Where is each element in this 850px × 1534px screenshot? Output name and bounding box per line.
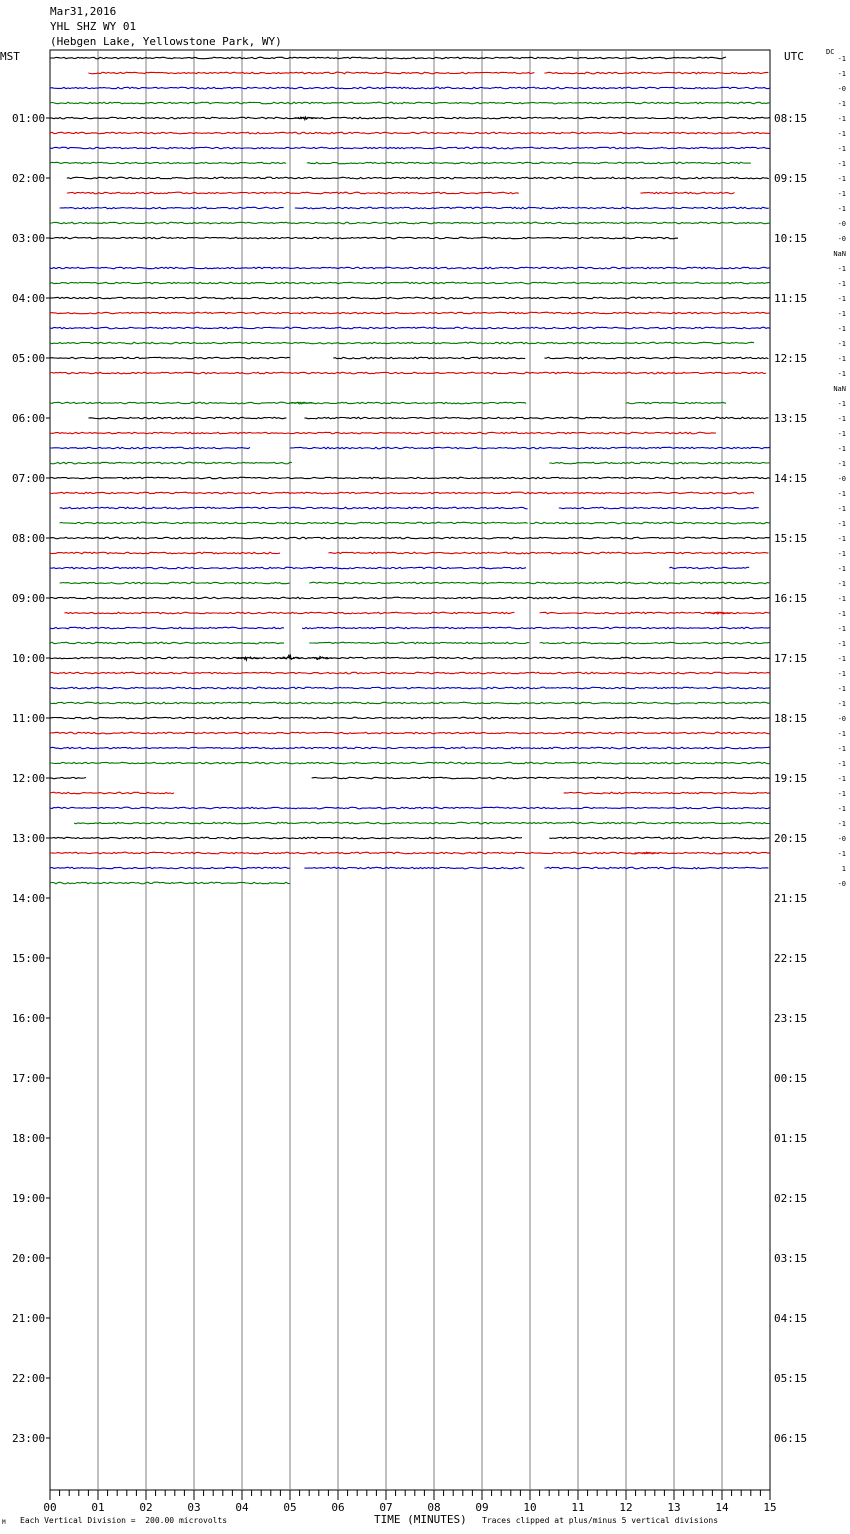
left-zone-label: MST [0,50,20,63]
trace-segment [50,132,770,134]
plot-frame [50,50,770,1490]
left-hour-label: 05:00 [12,352,46,365]
trace-offset-label: -1 [837,340,846,348]
left-hour-label: 20:00 [12,1252,46,1265]
trace-segment [50,597,770,599]
trace-segment [88,417,286,419]
trace-offset-label: -1 [837,760,846,768]
trace-offset-label: -1 [837,115,846,123]
trace-segment [50,147,770,149]
trace-segment [50,102,770,104]
left-hour-label: 10:00 [12,652,46,665]
x-tick-label: 14 [715,1501,729,1514]
chart-location: (Hebgen Lake, Yellowstone Park, WY) [50,35,282,48]
right-hour-label: 05:15 [774,1372,808,1385]
left-hour-label: 09:00 [12,592,46,605]
trace-offset-label: -1 [837,505,846,513]
trace-segment [50,87,770,89]
trace-segment [640,192,734,194]
left-hour-label: 17:00 [12,1072,46,1085]
right-hour-label: 22:15 [774,952,808,965]
trace-segment [626,402,726,404]
trace-segment [50,792,174,794]
right-hour-label: 02:15 [774,1192,808,1205]
trace-segment [50,807,770,809]
right-hour-label: 06:15 [774,1432,808,1445]
trace-segment [309,642,529,644]
trace-offset-label: -1 [837,190,846,198]
trace-segment [50,687,770,689]
chart-station: YHL SHZ WY 01 [50,20,137,33]
trace-offset-label: -1 [837,415,846,423]
trace-segment [50,852,770,854]
trace-offset-label: -1 [837,550,846,558]
left-hour-label: 03:00 [12,232,46,245]
right-hour-label: 01:15 [774,1132,808,1145]
right-hour-label: 23:15 [774,1012,808,1025]
trace-offset-label: -0 [837,715,846,723]
trace-segment [88,72,534,74]
trace-segment [50,357,290,359]
trace-offset-label: -1 [837,580,846,588]
trace-segment [50,837,522,839]
trace-segment [50,432,716,434]
x-tick-label: 07 [379,1501,393,1514]
trace-segment [60,522,528,524]
trace-segment [50,627,284,629]
left-hour-label: 06:00 [12,412,46,425]
trace-segment [50,642,284,644]
corner-mark: M [2,1519,6,1526]
trace-segment [50,537,770,539]
trace-offset-label: 1 [841,865,846,873]
scale-note: Each Vertical Division = 200.00 microvolts [20,1516,228,1525]
trace-segment [549,462,769,464]
right-hour-label: 17:15 [774,652,808,665]
right-hour-label: 19:15 [774,772,808,785]
trace-segment [50,477,770,479]
right-hour-label: 00:15 [774,1072,808,1085]
trace-segment [50,312,770,314]
x-tick-label: 03 [187,1501,201,1514]
trace-offset-label: -0 [837,835,846,843]
trace-offset-label: -0 [837,235,846,243]
trace-offset-label: NaN [833,250,846,258]
trace-offset-label: -1 [837,100,846,108]
left-hour-label: 14:00 [12,892,46,905]
trace-segment [60,207,284,209]
left-hour-label: 04:00 [12,292,46,305]
trace-offset-label: -1 [837,430,846,438]
trace-segment [50,282,770,284]
trace-offset-label: -1 [837,280,846,288]
left-hour-label: 18:00 [12,1132,46,1145]
trace-offset-label: -1 [837,145,846,153]
trace-offset-label: -1 [837,730,846,738]
right-hour-label: 09:15 [774,172,808,185]
trace-segment [50,567,526,569]
trace-segment [50,402,526,404]
trace-offset-label: -1 [837,205,846,213]
trace-segment [50,702,770,704]
trace-segment [50,717,770,719]
left-hour-label: 19:00 [12,1192,46,1205]
trace-segment [50,747,770,749]
trace-segment [304,417,768,419]
trace-offset-label: -1 [837,850,846,858]
left-hour-label: 02:00 [12,172,46,185]
x-axis-title: TIME (MINUTES) [374,1513,467,1526]
trace-segment [564,792,770,794]
x-tick-label: 02 [139,1501,153,1514]
left-hour-label: 21:00 [12,1312,46,1325]
trace-segment [50,552,280,554]
trace-offset-label: -0 [837,475,846,483]
trace-segment [559,507,759,509]
trace-offset-label: -0 [837,880,846,888]
trace-segment [302,627,770,629]
trace-segment [549,837,769,839]
trace-segment [50,867,290,869]
right-hour-label: 21:15 [774,892,808,905]
right-hour-label: 08:15 [774,112,808,125]
x-tick-label: 05 [283,1501,297,1514]
x-tick-label: 08 [427,1501,441,1514]
trace-offset-label: -1 [837,355,846,363]
left-hour-label: 15:00 [12,952,46,965]
left-hour-label: 07:00 [12,472,46,485]
trace-offset-label: -1 [837,610,846,618]
trace-segment [669,567,749,569]
trace-offset-label: NaN [833,385,846,393]
trace-segment [74,822,770,824]
trace-segment [540,612,770,614]
trace-offset-label: -1 [837,655,846,663]
trace-segment [50,672,770,674]
trace-offset-label: -1 [837,700,846,708]
trace-offset-label: -1 [837,625,846,633]
trace-offset-label: -1 [837,670,846,678]
left-hour-label: 01:00 [12,112,46,125]
trace-segment [50,462,292,464]
trace-offset-label: -1 [837,160,846,168]
right-hour-label: 03:15 [774,1252,808,1265]
trace-segment [50,162,286,164]
trace-offset-label: -1 [837,70,846,78]
trace-segment [328,552,768,554]
right-hour-label: 11:15 [774,292,808,305]
trace-segment [50,57,726,59]
trace-segment [333,357,525,359]
trace-segment [50,732,770,734]
left-hour-label: 22:00 [12,1372,46,1385]
trace-segment [50,297,770,299]
right-hour-label: 13:15 [774,412,808,425]
trace-offset-label: -1 [837,565,846,573]
right-hour-label: 18:15 [774,712,808,725]
left-hour-label: 11:00 [12,712,46,725]
trace-offset-label: -1 [837,445,846,453]
left-hour-label: 08:00 [12,532,46,545]
right-hour-label: 16:15 [774,592,808,605]
x-tick-label: 11 [571,1501,585,1514]
chart-date: Mar31,2016 [50,5,117,18]
x-tick-label: 06 [331,1501,345,1514]
trace-offset-label: -1 [837,265,846,273]
clip-note: Traces clipped at plus/minus 5 vertical divisions [482,1516,719,1525]
trace-offset-label: -1 [837,460,846,468]
right-hour-label: 20:15 [774,832,808,845]
trace-segment [540,642,770,644]
trace-segment [307,162,751,164]
right-zone-label: UTC [784,50,804,63]
x-tick-label: 00 [43,1501,57,1514]
trace-offset-label: -1 [837,595,846,603]
trace-segment [50,372,766,374]
trace-offset-label: -1 [837,805,846,813]
right-hour-label: 12:15 [774,352,808,365]
trace-segment [50,342,754,344]
trace-segment [304,867,524,869]
trace-segment [50,762,770,764]
right-hour-label: 04:15 [774,1312,808,1325]
trace-offset-label: -1 [837,820,846,828]
trace-offset-label: -1 [837,640,846,648]
trace-offset-label: -1 [837,520,846,528]
left-hour-label: 13:00 [12,832,46,845]
dc-label: DC [826,48,835,56]
left-hour-label: 16:00 [12,1012,46,1025]
trace-segment [50,267,770,269]
trace-offset-label: -0 [837,220,846,228]
right-hour-label: 15:15 [774,532,808,545]
trace-offset-label: -1 [837,325,846,333]
x-tick-label: 04 [235,1501,249,1514]
trace-segment [50,222,770,224]
trace-segment [312,777,770,779]
trace-offset-label: -1 [837,400,846,408]
trace-segment [50,657,770,659]
trace-segment [60,582,290,584]
trace-offset-label: -0 [837,85,846,93]
trace-segment [50,117,770,119]
trace-offset-label: -1 [837,130,846,138]
trace-segment [50,447,250,449]
x-tick-label: 15 [763,1501,777,1514]
trace-segment [309,582,769,584]
trace-offset-label: -1 [837,685,846,693]
trace-segment [295,207,769,209]
trace-offset-label: -1 [837,295,846,303]
trace-segment [530,522,770,524]
trace-offset-label: -1 [837,490,846,498]
right-hour-label: 10:15 [774,232,808,245]
trace-segment [50,327,770,329]
left-hour-label: 12:00 [12,772,46,785]
trace-offset-label: -1 [837,175,846,183]
trace-offset-label: -1 [837,55,846,63]
x-tick-label: 09 [475,1501,489,1514]
trace-segment [50,492,754,494]
trace-offset-label: -1 [837,535,846,543]
trace-segment [64,612,514,614]
trace-event [280,655,303,659]
trace-segment [67,177,769,179]
right-hour-label: 14:15 [774,472,808,485]
trace-offset-label: -1 [837,775,846,783]
trace-offset-label: -1 [837,745,846,753]
trace-segment [50,777,86,779]
trace-segment [50,882,290,884]
trace-segment [60,507,528,509]
x-tick-label: 10 [523,1501,537,1514]
trace-offset-label: -1 [837,370,846,378]
x-tick-label: 12 [619,1501,633,1514]
x-tick-label: 13 [667,1501,681,1514]
trace-segment [50,237,678,239]
trace-offset-label: -1 [837,790,846,798]
x-tick-label: 01 [91,1501,105,1514]
trace-segment [67,192,519,194]
left-hour-label: 23:00 [12,1432,46,1445]
trace-offset-label: -1 [837,310,846,318]
